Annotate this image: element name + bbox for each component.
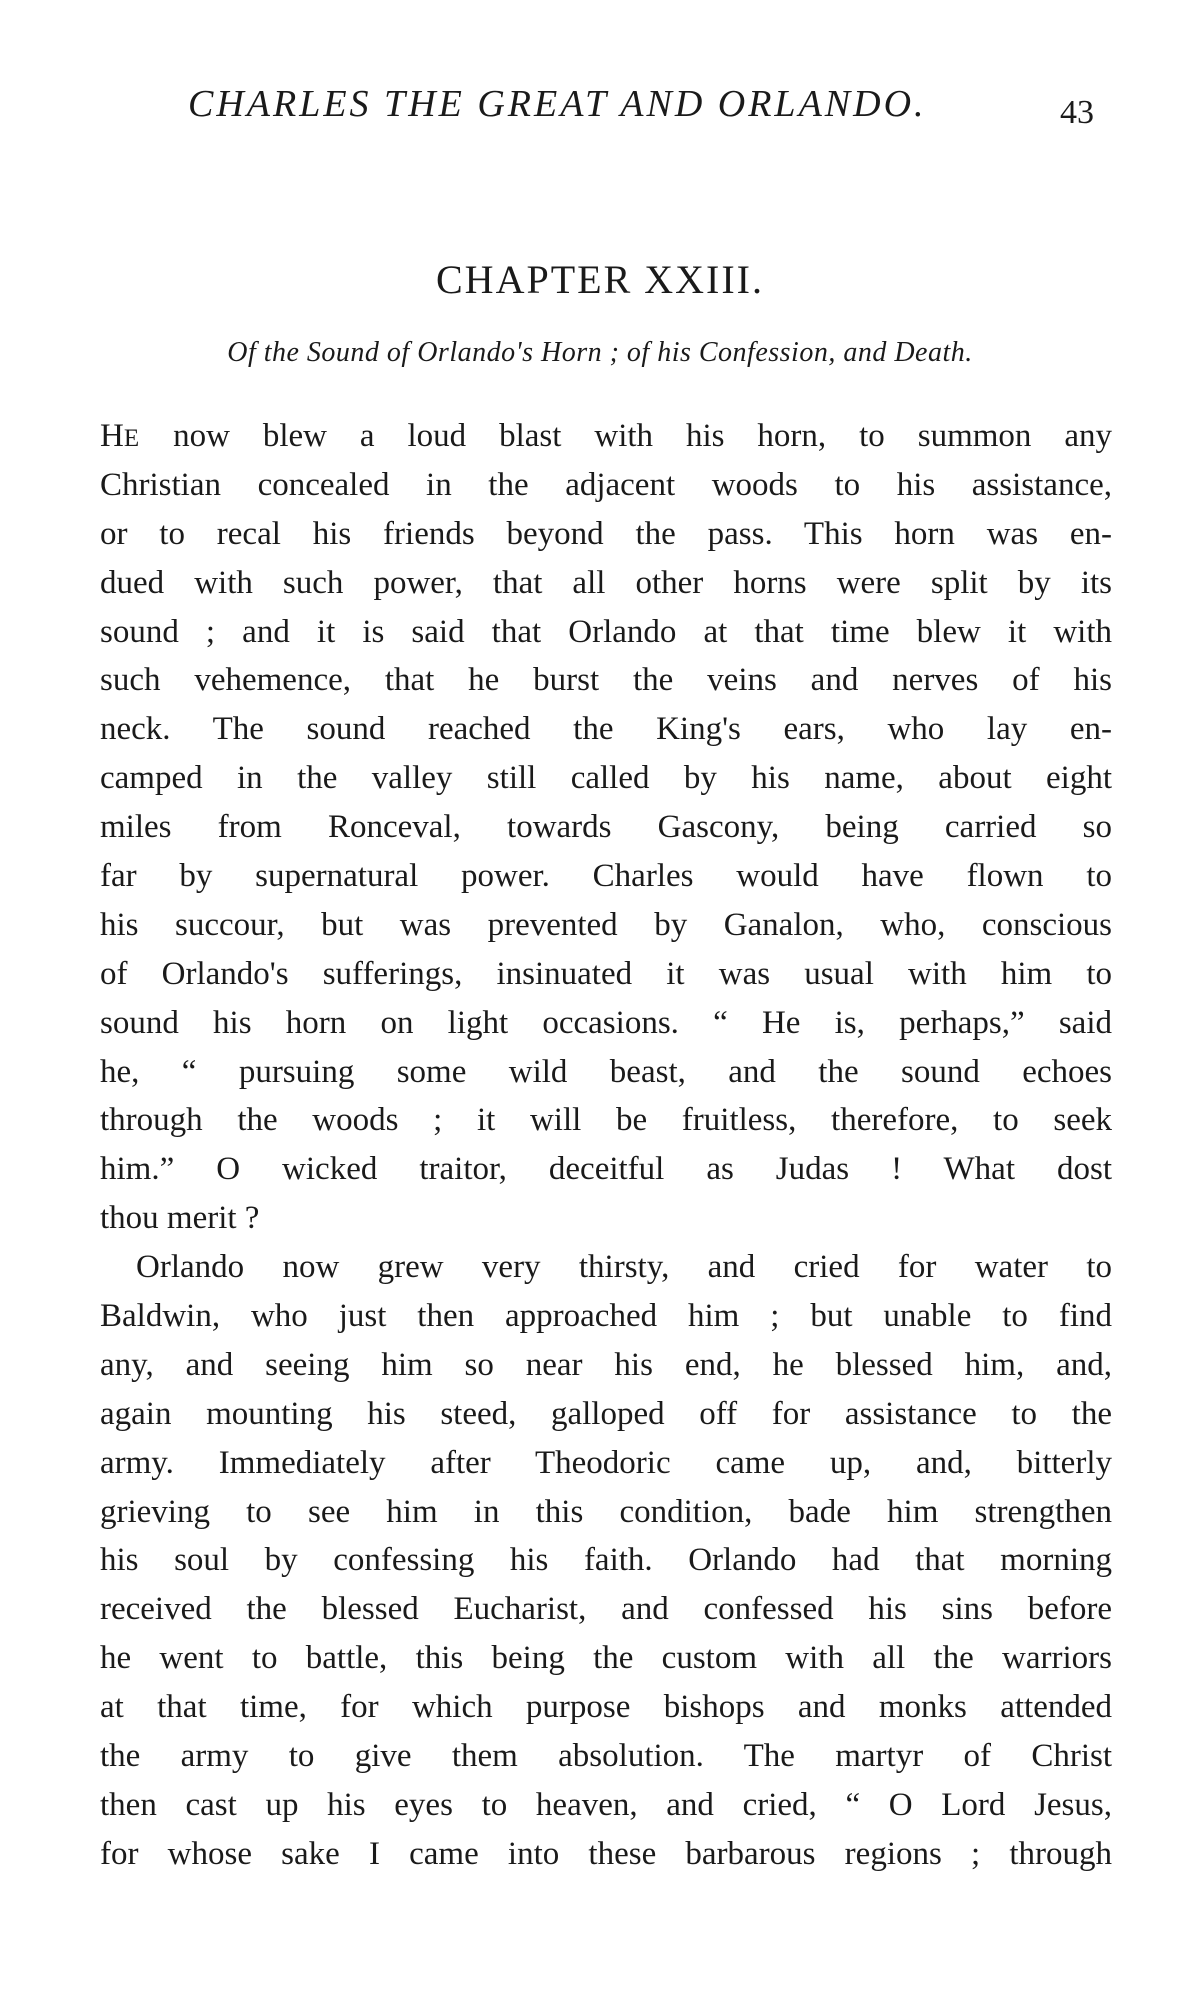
text-line: neck. The sound reached the King's ears, who lay en- (100, 711, 1112, 748)
drop-initial: H (100, 418, 124, 454)
page-number: 43 (1060, 94, 1094, 131)
text-line: Orlando now grew very thirsty, and cried for water to (136, 1249, 1112, 1286)
text-line: such vehemence, that he burst the veins and nerves of his (100, 662, 1112, 699)
text-line: Baldwin, who just then approached him ; but unable to find (100, 1298, 1112, 1335)
text-line: the army to give them absolution. The martyr of Christ (100, 1738, 1112, 1775)
text-line: received the blessed Eucharist, and confessed his sins before (100, 1591, 1112, 1628)
text-line: through the woods ; it will be fruitless, therefore, to seek (100, 1102, 1112, 1139)
text-line: then cast up his eyes to heaven, and cried, “ O Lord Jesus, (100, 1786, 1112, 1823)
text-line: miles from Ronceval, towards Gascony, being carried so (100, 809, 1112, 846)
text-line: for whose sake I came into these barbarous regions ; through (100, 1835, 1112, 1872)
text-line: camped in the valley still called by his name, about eight (100, 760, 1112, 797)
text-line: his succour, but was prevented by Ganalon, who, conscious (100, 906, 1112, 943)
text-line: him.” O wicked traitor, deceitful as Judas ! What dost (100, 1151, 1112, 1188)
small-caps-initial-rest: E (123, 425, 141, 452)
text-line: any, and seeing him so near his end, he blessed him, and, (100, 1346, 1112, 1383)
text-line: army. Immediately after Theodoric came up, and, bitterly (100, 1444, 1112, 1481)
text-line: he went to battle, this being the custom with all the warriors (100, 1640, 1112, 1677)
text-line: sound ; and it is said that Orlando at that time blew it with (100, 613, 1112, 650)
text-line: or to recal his friends beyond the pass. This horn was en- (100, 515, 1112, 552)
body-text (100, 412, 1112, 1879)
text-line: Christian concealed in the adjacent woods to his assistance, (100, 466, 1112, 503)
text-line: sound his horn on light occasions. “ He is, perhaps,” said (100, 1004, 1112, 1041)
text-line: he, “ pursuing some wild beast, and the sound echoes (100, 1053, 1112, 1090)
text-line: his soul by confessing his faith. Orlando had that morning (100, 1542, 1112, 1579)
running-head: CHARLES THE GREAT AND ORLANDO. (188, 83, 927, 125)
chapter-subtitle: Of the Sound of Orlando's Horn ; of his Confession, and Death. (227, 337, 973, 368)
text-line: far by supernatural power. Charles would have flown to (100, 858, 1112, 895)
text-line (100, 412, 1112, 461)
text-line: of Orlando's sufferings, insinuated it was usual with him to (100, 955, 1112, 992)
text-line: grieving to see him in this condition, bade him strengthen (100, 1493, 1112, 1530)
text-line: again mounting his steed, galloped off for assistance to the (100, 1395, 1112, 1432)
text-line: dued with such power, that all other horns were split by its (100, 564, 1112, 601)
text-line: thou merit ? (100, 1200, 260, 1237)
chapter-title: CHAPTER XXIII. (436, 257, 764, 302)
text-line: at that time, for which purpose bishops and monks attended (100, 1689, 1112, 1726)
text-line-content: now blew a loud blast with his horn, to summon any (140, 418, 1112, 454)
